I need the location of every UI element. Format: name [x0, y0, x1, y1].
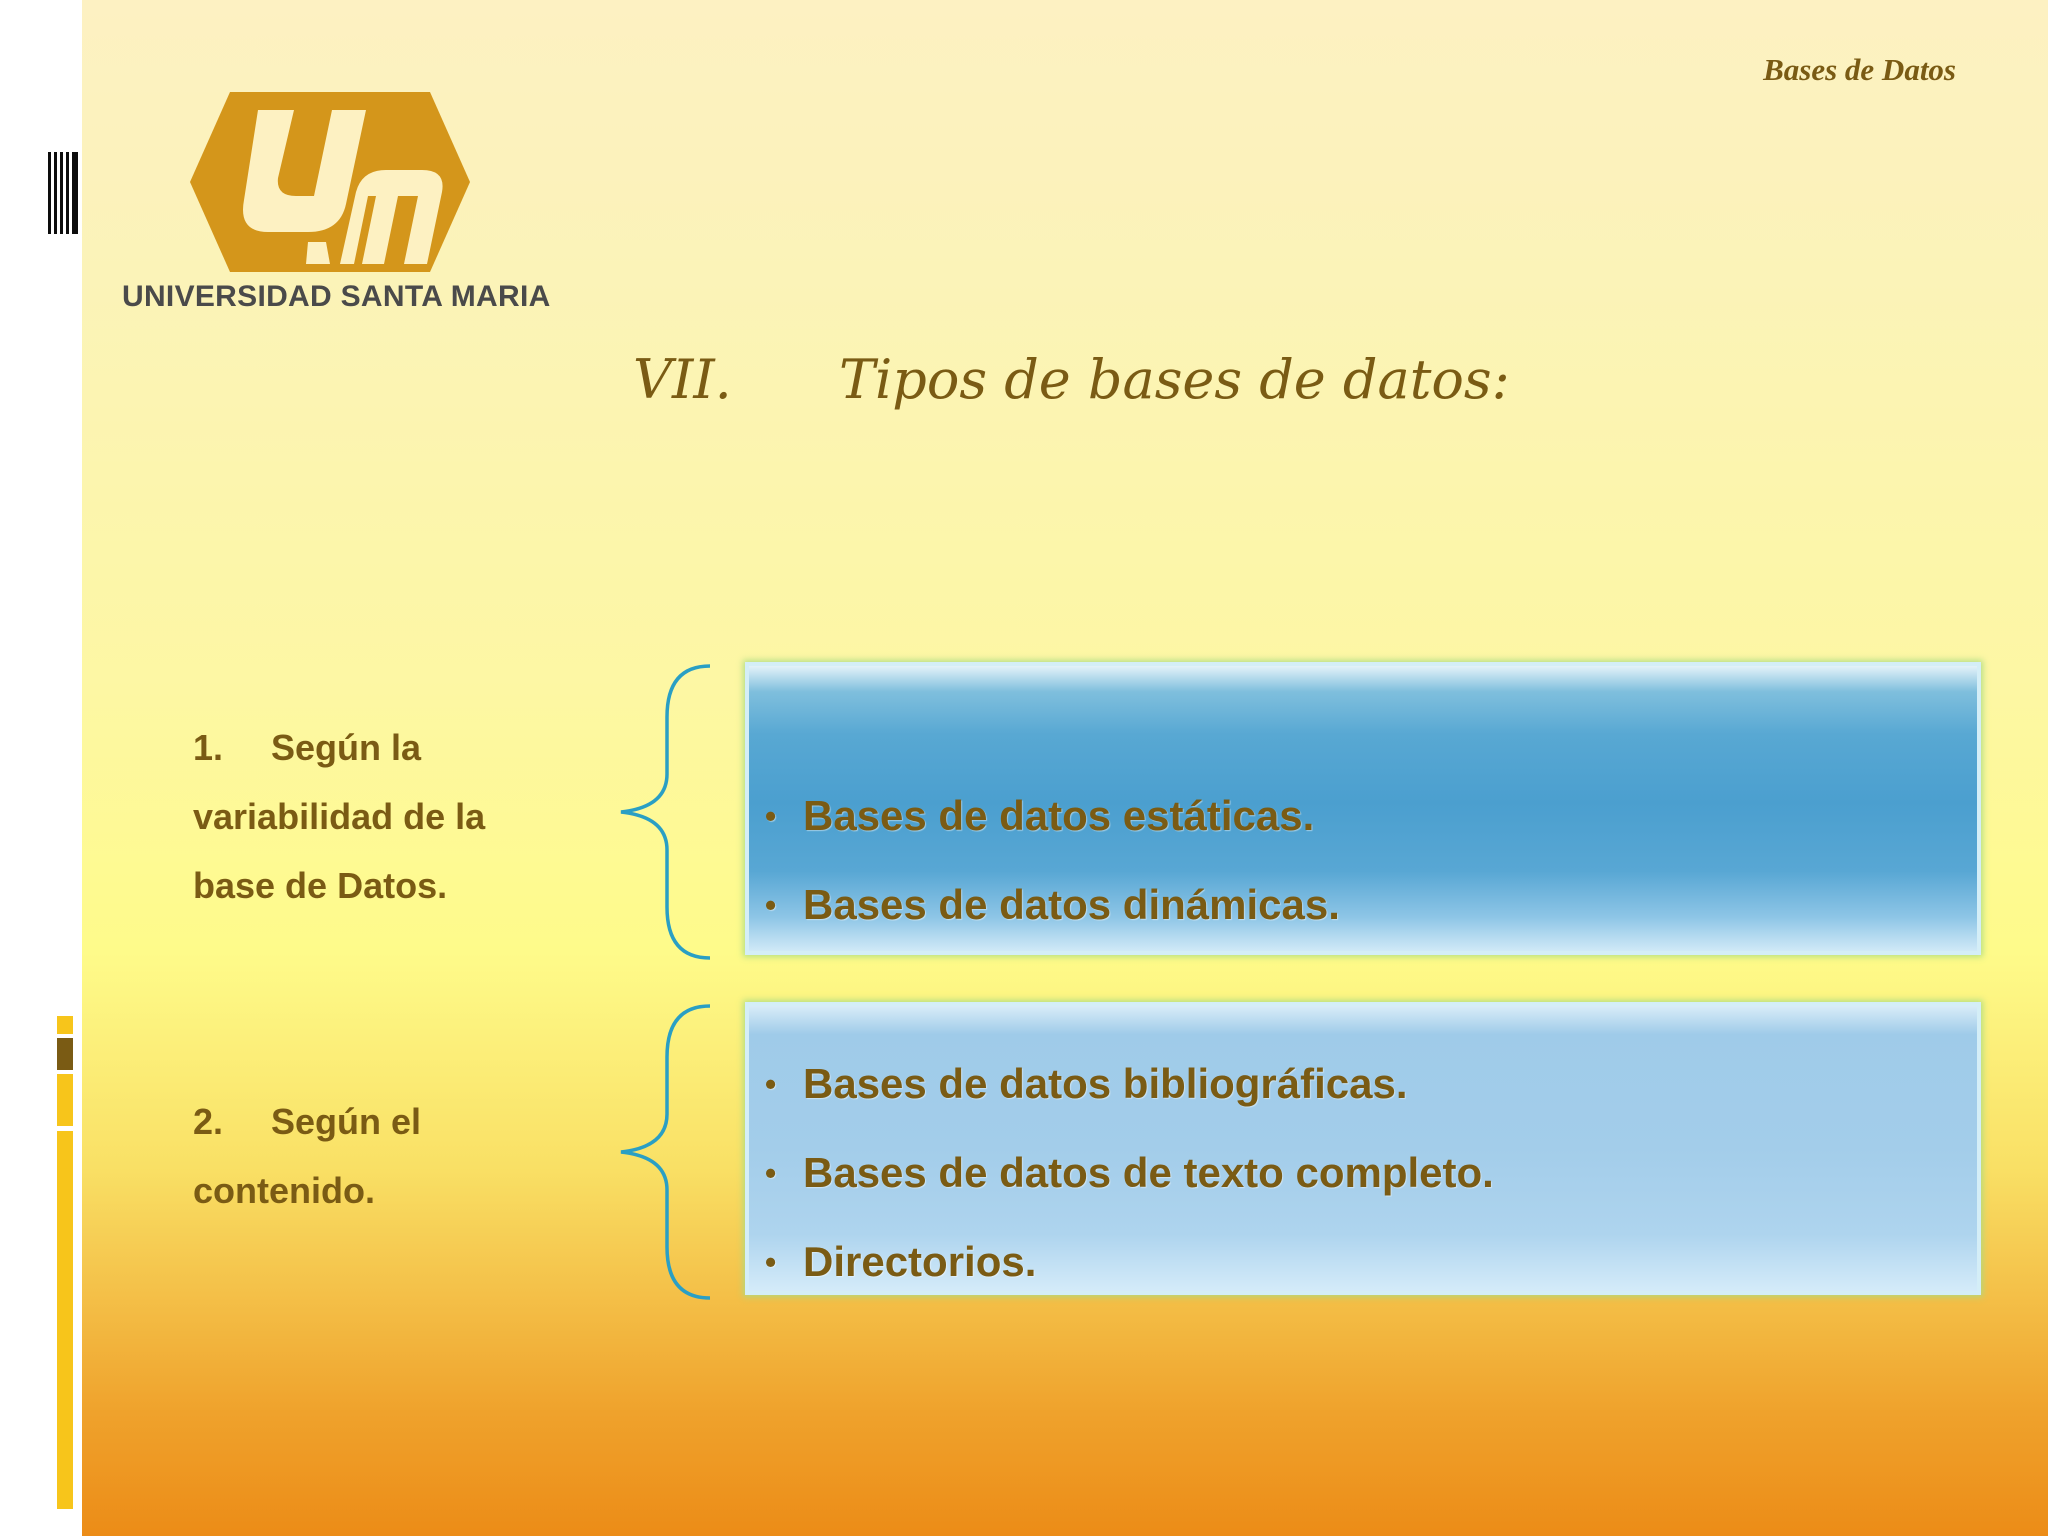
list-item-text: Bases de datos de texto completo. — [803, 1148, 1494, 1196]
slide-title-text: Tipos de bases de datos: — [839, 348, 1510, 411]
side-block — [57, 1016, 73, 1034]
category-label-1 — [193, 713, 573, 920]
university-name: UNIVERSIDAD SANTA MARIA — [122, 280, 551, 313]
header-title: Bases de Datos — [1763, 52, 1956, 87]
curly-brace — [615, 662, 715, 962]
category-text: Según la variabilidad de la base de Datos. — [193, 727, 486, 906]
bullet-icon: • — [765, 886, 777, 923]
types-box-variability — [745, 662, 1981, 955]
list-item-text: Bases de datos estáticas. — [803, 792, 1315, 839]
list-item-text: Directorios. — [803, 1237, 1037, 1285]
bullet-icon: • — [765, 797, 777, 834]
category-number: 2. — [193, 1101, 224, 1142]
side-stripe — [48, 152, 51, 234]
side-stripe — [72, 152, 78, 234]
side-block — [57, 1038, 73, 1070]
list-item — [765, 862, 1340, 951]
bullet-list — [765, 1041, 1494, 1308]
side-block — [57, 1131, 73, 1509]
side-stripe — [54, 152, 57, 234]
bullet-list — [765, 773, 1340, 951]
list-item-text: Bases de datos dinámicas. — [803, 880, 1340, 928]
curly-brace — [615, 1002, 715, 1302]
list-item — [765, 773, 1340, 862]
usm-logo — [190, 92, 470, 272]
list-item — [765, 1041, 1494, 1130]
types-box-content — [745, 1002, 1981, 1295]
list-item-text: Bases de datos bibliográficas. — [803, 1060, 1408, 1107]
list-item — [765, 1130, 1494, 1219]
bullet-icon: • — [765, 1243, 777, 1280]
bullet-icon: • — [765, 1065, 777, 1102]
bullet-icon: • — [765, 1154, 777, 1191]
category-number: 1. — [193, 727, 224, 768]
category-text: Según el contenido. — [193, 1101, 422, 1211]
list-item — [765, 1219, 1494, 1308]
category-label-2 — [193, 1087, 573, 1225]
slide-title — [633, 348, 1510, 411]
side-stripe — [60, 152, 63, 234]
side-block — [57, 1074, 73, 1126]
side-stripe — [66, 152, 69, 234]
slide-title-number: VII. — [633, 348, 732, 411]
